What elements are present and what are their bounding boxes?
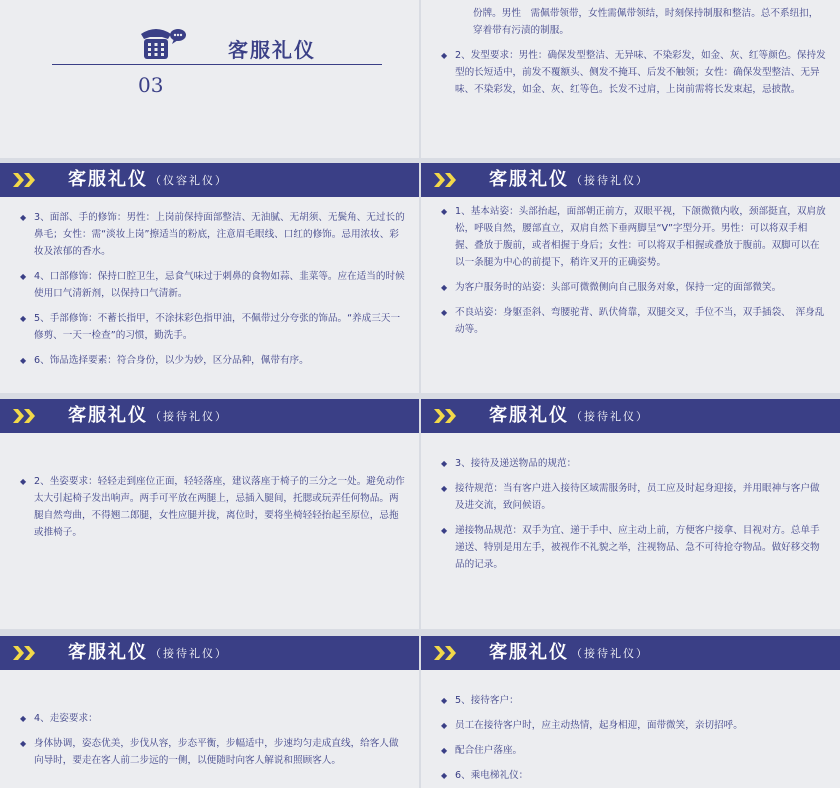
- slide-title: 客服礼仪: [68, 642, 148, 663]
- list-item: ◆ 1、基本站姿：头部抬起，面部朝正前方，双眼平视，下颌微微内收，颈部挺直，双肩放松，呼吸自然，腰部直立，双肩自然下垂两脚呈“V”字型分开。男性：可以将双手相握、叠放于腹前，或者相握于身后；女性：可以将双手相握或叠放于腹前。双脚可以在以一条腿为中心的前提下，稍许叉开的正确姿势。: [441, 203, 826, 271]
- diamond-bullet-icon: ◆: [20, 213, 27, 222]
- title-band: [0, 163, 419, 197]
- list-item: ◆ 2、坐姿要求：轻轻走到座位正面，轻轻落座，建议落座于椅子的三分之一处。避免动作太大引起椅子发出响声。两手可平放在两腿上，忌插入腿间，托腮或玩弄任何物品。两腿自然弯曲，不得翘二郎腿，女性应腿并拢，离位时，要将坐椅轻轻抬起至原位，忌拖或推椅子。: [20, 473, 405, 541]
- diamond-bullet-icon: ◆: [20, 272, 27, 281]
- title-band: [0, 636, 419, 670]
- list-item: ◆ 3、面部、手的修饰：男性：上岗前保持面部整洁、无油腻、无胡须、无鬓角、无过长的鼻毛；女性：需“淡妆上岗”擦适当的粉底，注意眉毛眼线、口红的修饰。忌用浓妆、彩妆及浓郁的香水。: [20, 209, 405, 260]
- diamond-bullet-icon: ◆: [441, 459, 448, 468]
- cover-slide: [0, 0, 419, 158]
- double-chevron-icon: [12, 407, 38, 425]
- diamond-bullet-icon: ◆: [441, 308, 448, 317]
- title-band: [421, 636, 840, 670]
- diamond-bullet-icon: ◆: [20, 356, 27, 365]
- list-item: ◆ 4、口部修饰：保持口腔卫生，忌食气味过于刺鼻的食物如蒜、韭菜等。应在适当的时候使用口气清新剂，以保持口气清新。: [20, 268, 405, 302]
- title-band: [421, 163, 840, 197]
- slide-5: [0, 636, 419, 788]
- double-chevron-icon: [433, 407, 459, 425]
- slide-subtitle: （接待礼仪）: [571, 647, 649, 660]
- slide-subtitle: （接待礼仪）: [571, 174, 649, 187]
- list-item: ◆ 3、接待及递送物品的规范：: [441, 455, 826, 472]
- diamond-bullet-icon: ◆: [441, 746, 448, 755]
- list-item: ◆ 员工在接待客户时，应主动热情，起身相迎，面带微笑，亲切招呼。: [441, 717, 826, 734]
- list-item: ◆ 递接物品规范：双手为宜、递于手中、应主动上前，方便客户接拿、目视对方。总单手递送、特别是用左手，被视作不礼貌之举，注视物品、急不可待抢夺物品。做好移交物品的记录。: [441, 522, 826, 573]
- cover-divider: [52, 64, 382, 65]
- diamond-bullet-icon: ◆: [441, 696, 448, 705]
- diamond-bullet-icon: ◆: [441, 283, 448, 292]
- diamond-bullet-icon: ◆: [441, 207, 448, 216]
- list-item: ◆ 6、乘电梯礼仪：: [441, 767, 826, 784]
- telephone-icon: [138, 22, 186, 62]
- list-item: ◆ 不良站姿：身躯歪斜、弯腰驼背、趴伏倚靠，双腿交叉，手位不当，双手插袋、 浑身乱动等。: [441, 304, 826, 338]
- continuation-slide: [421, 0, 840, 158]
- title-band: [0, 399, 419, 433]
- list-item: ◆ 5、手部修饰：不蓄长指甲，不涂抹彩色指甲油，不佩带过分夸张的饰品。“养成三天一修剪、一天一检查”的习惯，勤洗手。: [20, 310, 405, 344]
- slide-2: [421, 163, 840, 393]
- slide-subtitle: （接待礼仪）: [150, 410, 228, 423]
- slide-title: 客服礼仪: [489, 169, 569, 190]
- diamond-bullet-icon: ◆: [441, 51, 448, 60]
- double-chevron-icon: [12, 644, 38, 662]
- slide-title: 客服礼仪: [68, 169, 148, 190]
- slide-subtitle: （仪容礼仪）: [150, 174, 228, 187]
- diamond-bullet-icon: ◆: [20, 714, 27, 723]
- diamond-bullet-icon: ◆: [20, 739, 27, 748]
- list-item: ◆ 身体协调，姿态优美，步伐从容，步态平衡，步幅适中，步速均匀走成直线，给客人做向导时，要走在客人前二步远的一侧，以便随时向客人解说和照顾客人。: [20, 735, 405, 769]
- diamond-bullet-icon: ◆: [441, 771, 448, 780]
- list-item: ◆ 配合住户落座。: [441, 742, 826, 759]
- double-chevron-icon: [433, 644, 459, 662]
- list-item: ◆ 6、饰品选择要素：符合身份，以少为妙，区分品种，佩带有序。: [20, 352, 405, 369]
- slide-6: [421, 636, 840, 788]
- list-item: ◆ 2、发型要求：男性：确保发型整洁、无异味、不染彩发，如金、灰、红等颜色。保持发型的长短适中，前发不覆额头、侧发不掩耳、后发不触领；女性：确保发型整洁、无异味、不染彩发，如金、灰、红等色。长发不过肩，上岗前需将长发束起，忌披散。: [441, 47, 826, 98]
- slide-subtitle: （接待礼仪）: [571, 410, 649, 423]
- cover-title: 客服礼仪: [228, 38, 316, 62]
- slide-title: 客服礼仪: [489, 405, 569, 426]
- double-chevron-icon: [12, 171, 38, 189]
- slide-title: 客服礼仪: [68, 405, 148, 426]
- slide-4: [421, 399, 840, 629]
- diamond-bullet-icon: ◆: [441, 526, 448, 535]
- title-band: [421, 399, 840, 433]
- slide-subtitle: （接待礼仪）: [150, 647, 228, 660]
- diamond-bullet-icon: ◆: [441, 484, 448, 493]
- continuation-text: 份牌。男性 需佩带领带，女性需佩带领结，时刻保持制服和整洁。总不系纽扣，穿着带有污渍的制服。: [473, 8, 819, 36]
- list-item: ◆ 5、接待客户：: [441, 692, 826, 709]
- list-item: ◆ 为客户服务时的站姿：头部可微微侧向自己服务对象，保持一定的面部微笑。: [441, 279, 826, 296]
- slide-3: [0, 399, 419, 629]
- diamond-bullet-icon: ◆: [20, 477, 27, 486]
- list-item: ◆ 4、走姿要求：: [20, 710, 405, 727]
- slide-title: 客服礼仪: [489, 642, 569, 663]
- double-chevron-icon: [433, 171, 459, 189]
- diamond-bullet-icon: ◆: [441, 721, 448, 730]
- list-item: ◆ 接待规范：当有客户进入接待区域需服务时，员工应及时起身迎接，并用眼神与客户做及进交流，致问候语。: [441, 480, 826, 514]
- slide-1: [0, 163, 419, 393]
- section-number: 03: [138, 73, 164, 97]
- diamond-bullet-icon: ◆: [20, 314, 27, 323]
